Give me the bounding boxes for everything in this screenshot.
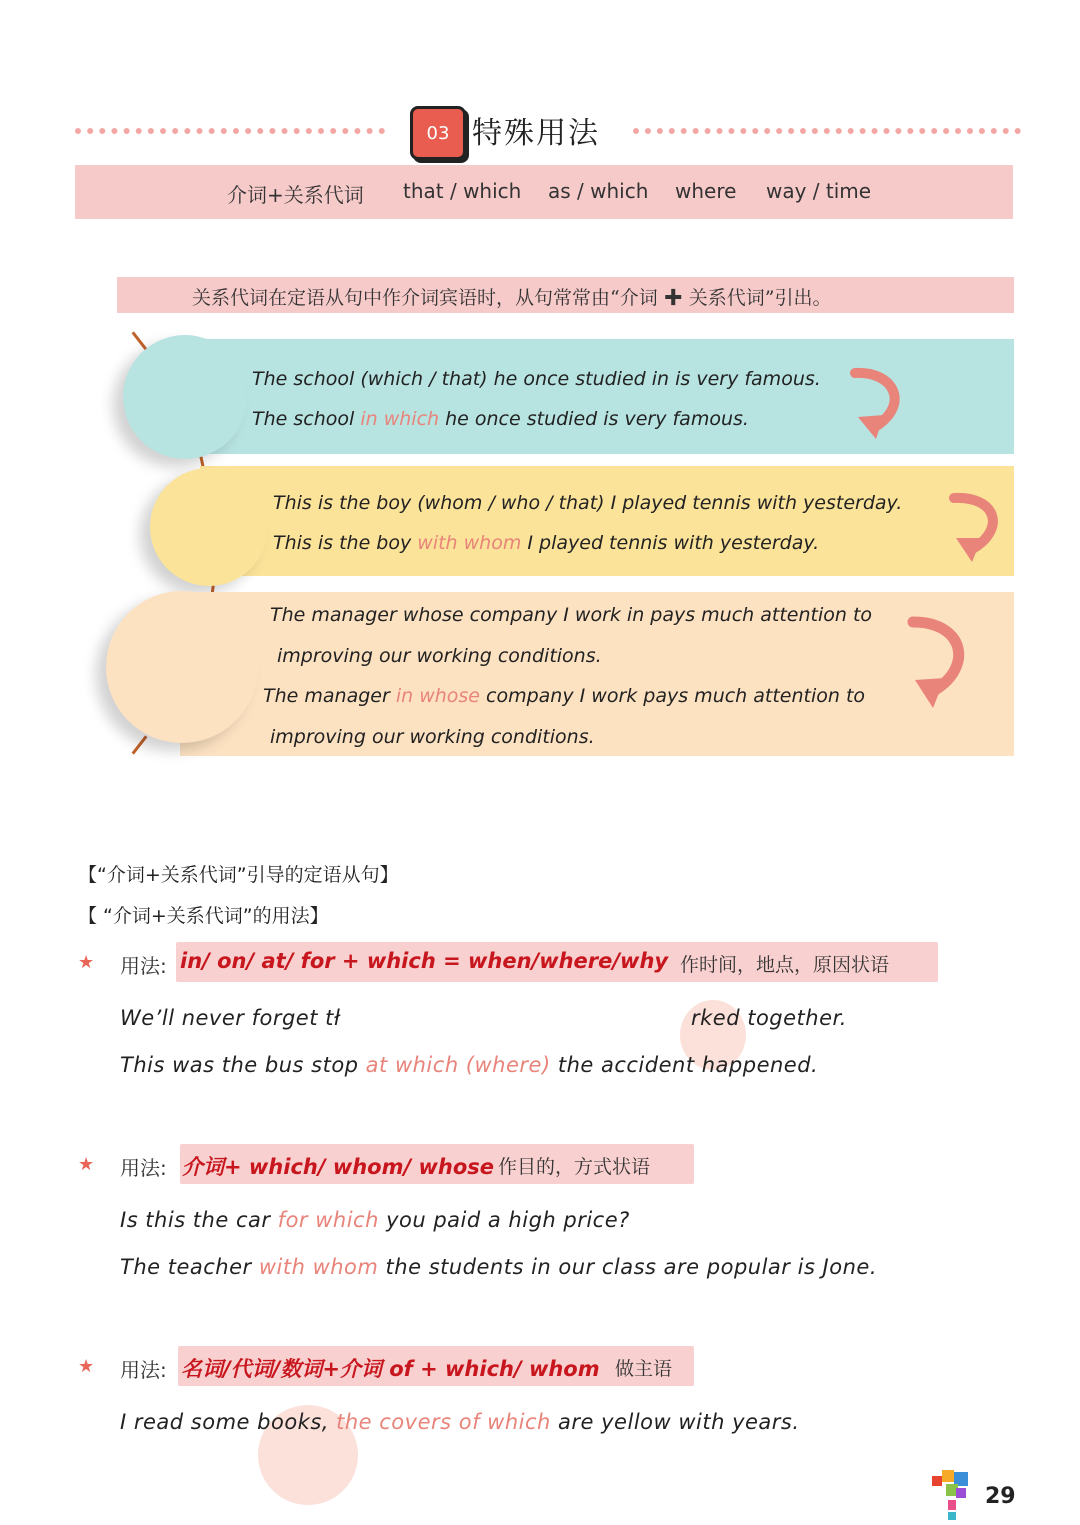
lower-title-2: 【 “介词+关系代词”的用法】	[78, 905, 329, 927]
page-number: 29	[985, 1484, 1016, 1509]
usage-1-star-icon: ★	[78, 952, 95, 973]
usage-1-example-2: This was the bus stop at which (where) the accident happened.	[120, 1053, 819, 1077]
usage-3-example-1: I read some books, the covers of which are yellow with years.	[120, 1410, 800, 1434]
usage-3-label: 用法:	[120, 1358, 167, 1382]
tab-bar	[75, 165, 1013, 219]
card-2-sentence-2: This is the boy with whom I played tennis with yesterday.	[273, 532, 820, 554]
usage-3-formula: 名词/代词/数词+介词 of + which/ whom	[181, 1357, 600, 1381]
tab-way-time[interactable]: way / time	[766, 179, 872, 203]
card-1-sentence-1: The school (which / that) he once studied in is very famous.	[252, 368, 821, 390]
header-dots-right	[633, 128, 1021, 134]
tab-prep-relative[interactable]: 介词+关系代词	[227, 183, 364, 207]
card-3-curved-arrow-icon	[905, 612, 975, 712]
usage-3-star-icon: ★	[78, 1356, 95, 1377]
rule-note-bar	[117, 277, 1014, 313]
card-3-sentence-1b: improving our working conditions.	[277, 645, 602, 667]
tab-as-which[interactable]: as / which	[548, 179, 649, 203]
usage-2-note: 作目的，方式状语	[498, 1156, 651, 1178]
usage-3-note: 做主语	[615, 1358, 673, 1380]
section-title: 特殊用法	[472, 116, 600, 151]
card-3-circle	[106, 591, 258, 743]
usage-2-formula: 介词+ which/ whom/ whose	[182, 1155, 494, 1179]
usage-2-example-1: Is this the car for which you paid a high price?	[120, 1208, 630, 1232]
section-number-badge: 03	[410, 106, 466, 160]
card-3-sentence-2b: improving our working conditions.	[270, 726, 595, 748]
spine-line-3	[132, 331, 148, 350]
card-1-sentence-2: The school in which he once studied is very famous.	[252, 408, 749, 430]
usage-1-note: 作时间，地点，原因状语	[680, 954, 890, 976]
usage-2-star-icon: ★	[78, 1154, 95, 1175]
card-2-curved-arrow-icon	[948, 490, 1008, 568]
card-1-circle	[123, 335, 247, 459]
lower-title-1: 【“介词+关系代词”引导的定语从句】	[78, 864, 399, 886]
card-3-sentence-1a: The manager whose company I work in pays much attention to	[270, 604, 873, 626]
card-2-circle	[150, 468, 268, 586]
usage-2-example-2: The teacher with whom the students in our class are popular is Jone.	[120, 1255, 877, 1279]
header-dots-left	[75, 128, 385, 134]
brand-logo-icon	[932, 1470, 972, 1522]
spine-line-4	[132, 735, 148, 754]
rule-note-text: 关系代词在定语从句中作介词宾语时，从句常常由“介词 ✚ 关系代词”引出。	[192, 287, 832, 309]
card-1-curved-arrow-icon	[850, 365, 910, 445]
tab-that-which[interactable]: that / which	[403, 179, 522, 203]
usage-1-example-1a: We’ll never forget tł	[120, 1006, 341, 1030]
example-card-2	[200, 466, 1014, 576]
card-3-sentence-2a: The manager in whose company I work pays much attention to	[263, 685, 866, 707]
card-2-sentence-1: This is the boy (whom / who / that) I played tennis with yesterday.	[273, 492, 903, 514]
tab-where[interactable]: where	[675, 179, 737, 203]
usage-1-formula: in/ on/ at/ for + which = when/where/why	[180, 949, 669, 973]
usage-1-label: 用法:	[120, 954, 167, 978]
usage-1-example-1b: rked together.	[691, 1006, 847, 1030]
usage-2-label: 用法:	[120, 1156, 167, 1180]
